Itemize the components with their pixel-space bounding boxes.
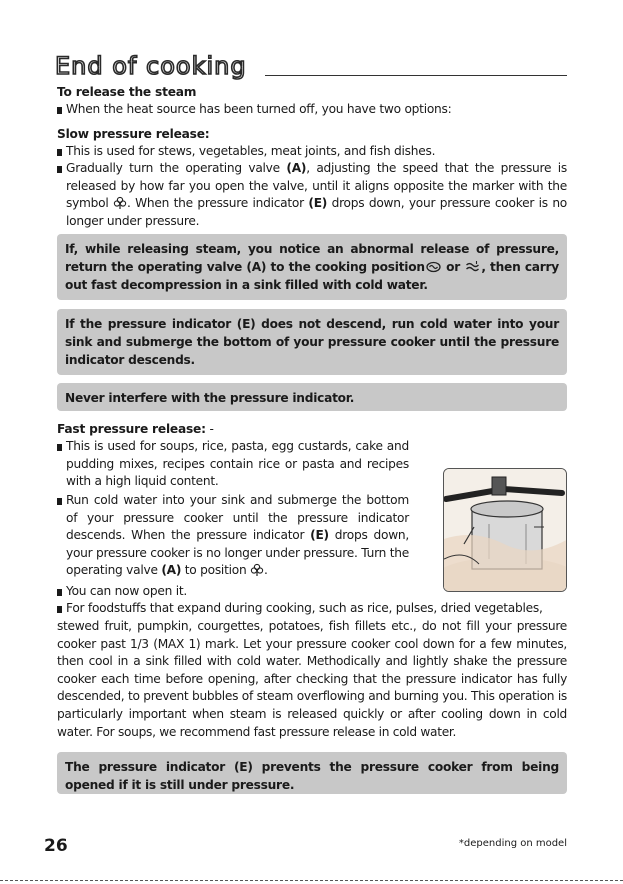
steam-release-icon	[250, 563, 264, 576]
fast-bullet-4-text: For foodstuffs that expand during cooking, such as rice, pulses, dried vegetables,	[66, 601, 543, 615]
bullet-marker	[57, 149, 62, 156]
bottom-rule	[0, 880, 623, 881]
note-abnormal-release	[57, 234, 567, 300]
indicator-label: (E)	[308, 196, 328, 210]
text-run: .	[264, 563, 268, 577]
fast-bullet-4	[57, 600, 567, 618]
note-indicator-not-descend: If the pressure indicator (E) does not descend, run cold water into your sink and submerge the bottom of your pressure cooker until the pressure indicator descends.	[57, 309, 567, 375]
text-run: drops down, your pressure cooker is no longer under pressure. Turn the operating valve	[66, 528, 410, 577]
fast-bullet-1	[57, 438, 409, 491]
text-run: If, while releasing steam, you notice an abnormal release of pressure, return the operating valve (A) to the cooking position	[65, 242, 559, 274]
fast-heading-suffix: -	[205, 422, 214, 436]
slow-bullet-2	[57, 160, 567, 230]
indicator-label: (E)	[310, 528, 329, 542]
text-run: , then carry out fast decompression in a sink filled with cold water.	[65, 260, 559, 292]
pressure-cooker-drawing	[444, 469, 567, 592]
slow-bullet-1	[57, 143, 567, 161]
pressure-cooker-illustration	[443, 468, 567, 592]
bullet-marker	[57, 606, 62, 613]
text-run: . When the pressure indicator	[127, 196, 309, 210]
fast-paragraph: stewed fruit, pumpkin, courgettes, potatoes, fish fillets etc., do not fill your pressure cooker past 1/3 (MAX 1) mark. Let your pressure cooker cool down for a few minutes, then cool in a sink filled with cold water. Methodically and lightly shake the pressure cooker each time before opening, after checking that the pressure indicator has fully descended, to prevent bubbles of steam overflowing and burning you. This operation is particularly important when steam is released quickly or after cooling down in cold water. For soups, we recommend fast pressure release in cold water.	[57, 619, 567, 739]
valve-label: (A)	[286, 161, 307, 175]
cooking-position-alt-icon	[464, 260, 481, 273]
page-number: 26	[44, 836, 68, 856]
text-run: to position	[181, 563, 251, 577]
text-run: or	[441, 260, 465, 274]
release-intro-item	[57, 101, 567, 119]
fast-heading-label: Fast pressure release:	[57, 422, 206, 436]
title-rule	[265, 75, 567, 76]
fast-heading	[57, 422, 214, 436]
text-run: Run cold water into your sink and submerge the bottom of your pressure cooker until the pressure indicator descends. When the pressure indicator	[66, 493, 409, 542]
bullet-marker	[57, 589, 62, 596]
footnote: *depending on model	[458, 838, 567, 849]
note-indicator-prevents-opening: The pressure indicator (E) prevents the pressure cooker from being opened if it is still under pressure.	[57, 752, 567, 794]
cooking-position-icon	[425, 260, 442, 273]
text-run: Gradually turn the operating valve	[66, 161, 287, 175]
text-run: , adjusting the speed that the pressure is released by how far you open the valve, until it aligns opposite the marker with the symbol	[66, 161, 568, 210]
bullet-marker	[57, 444, 62, 451]
bullet-marker	[57, 498, 62, 505]
fast-bullet-3	[57, 583, 409, 601]
valve-label: (A)	[161, 563, 182, 577]
release-intro-text: When the heat source has been turned off, you have two options:	[66, 102, 452, 116]
page-title: End of cooking	[55, 52, 247, 80]
release-heading: To release the steam	[57, 85, 197, 99]
bullet-marker	[57, 166, 62, 173]
title-row	[55, 52, 567, 82]
steam-release-icon	[113, 196, 127, 209]
bullet-marker	[57, 107, 62, 114]
slow-bullet-2-text	[57, 160, 567, 230]
note-never-interfere: Never interfere with the pressure indicator.	[57, 383, 567, 411]
slow-heading: Slow pressure release:	[57, 127, 210, 141]
text-run: drops down, your pressure cooker is no longer under pressure.	[66, 196, 567, 228]
slow-bullet-1-text: This is used for stews, vegetables, meat joints, and fish dishes.	[66, 144, 436, 158]
fast-bullet-1-text: This is used for soups, rice, pasta, egg custards, cake and pudding mixes, recipes contain rice or pasta and recipes with a high liquid content.	[66, 439, 409, 488]
fast-bullet-3-text: You can now open it.	[66, 584, 187, 598]
fast-bullet-2-text	[57, 492, 409, 580]
fast-bullet-2	[57, 492, 409, 580]
